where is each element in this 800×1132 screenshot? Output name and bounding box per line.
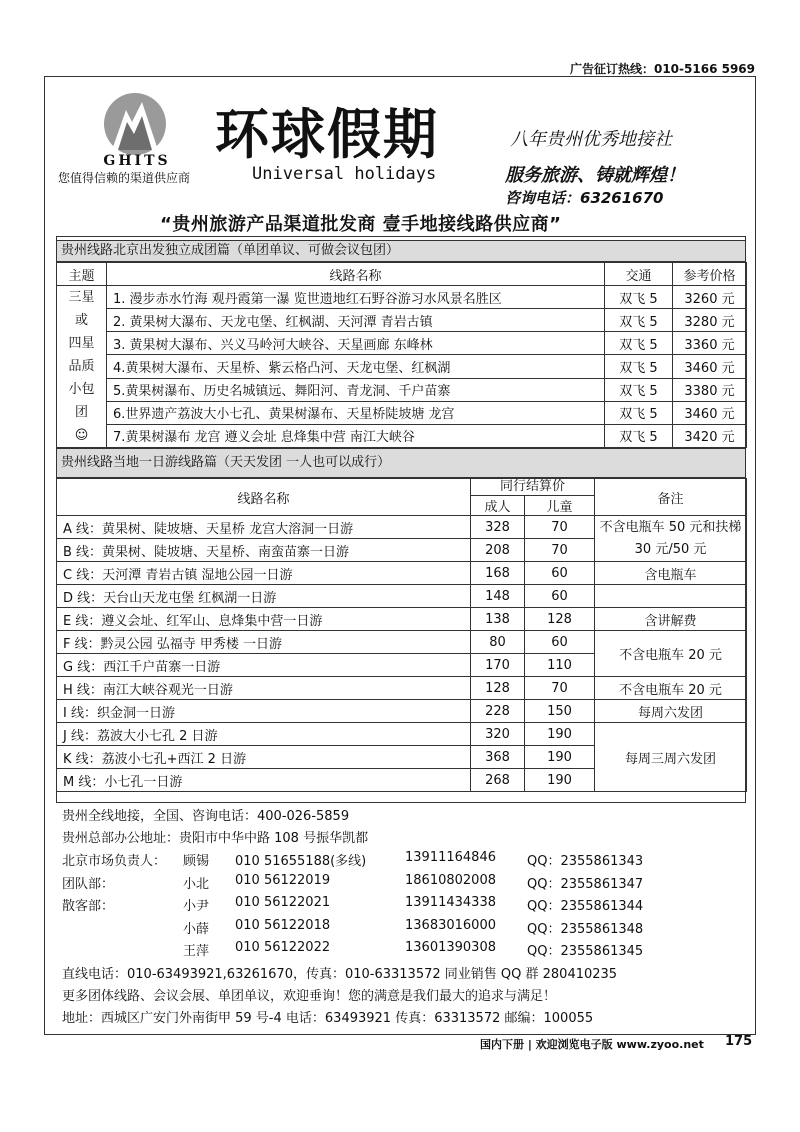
slogan-years: 八年贵州优秀地接社 [510,129,672,150]
route-transport: 双飞 5 [605,355,673,378]
route-name: 3. 黄果树大瀑布、兴义马岭河大峡谷、天星画廊 东峰林 [107,332,605,355]
route-transport: 双飞 5 [605,401,673,424]
route-name: B 线：黄果树、陡坡塘、天星桥、南蛮苗寨一日游 [57,539,471,562]
child-price: 70 [525,516,595,539]
theme-line: 四星 [68,336,95,351]
table-header-row [57,479,747,496]
adult-price: 320 [471,723,525,746]
route-name: 6.世界遗产荔波大小七孔、黄果树瀑布、天星桥陡坡塘 龙宫 [107,401,605,424]
adult-price: 80 [471,631,525,654]
contact-qq: QQ：2355861347 [527,877,644,892]
contact-name: 小薛 [183,922,210,937]
direct-phone: 直线电话：010-63493921,63261670，传真：010-63313572 同业销售 QQ 群 280410235 [62,967,618,982]
route-name: F 线：黔灵公园 弘福寺 甲秀楼 一日游 [57,631,471,654]
ghits-logo-icon [96,88,174,156]
route-name: A 线：黄果树、陡坡塘、天星桥 龙宫大溶洞一日游 [57,516,471,539]
contact-qq: QQ：2355861348 [527,922,644,937]
route-transport: 双飞 5 [605,309,673,332]
route-transport: 双飞 5 [605,332,673,355]
table-row [57,700,747,723]
theme-line: 或 [74,313,88,328]
contact-name: 王萍 [183,944,210,959]
table-row [57,309,747,332]
route-price: 3380 元 [673,378,747,401]
route-name: D 线：天台山天龙屯堡 红枫湖一日游 [57,585,471,608]
contact-name: 顾锡 [183,854,210,869]
table-row [57,585,747,608]
table-row [57,562,747,585]
route-name: I 线：织金洞一日游 [57,700,471,723]
note-cell: 每周三周六发团 [595,723,747,792]
table-row [57,401,747,424]
note-cell: 含讲解费 [595,608,747,631]
note-cell-empty [595,585,747,608]
note-cell: 不含电瓶车 20 元 [595,677,747,700]
route-name: C 线：天河潭 青岩古镇 湿地公园一日游 [57,562,471,585]
contact-qq: QQ：2355861343 [527,854,644,869]
table-row [57,516,747,539]
child-price: 60 [525,562,595,585]
contact-tel: 010 56122019 [235,873,331,888]
adult-price: 168 [471,562,525,585]
route-name: G 线：西江千户苗寨一日游 [57,654,471,677]
route-name: K 线：荔波小七孔+西江 2 日游 [57,746,471,769]
logo-text: GHITS [103,153,171,169]
contact-dept: 北京市场负责人： [62,854,167,869]
table-row [57,332,747,355]
brand-title: 环球假期 [215,102,439,166]
contact-tel: 010 56122021 [235,895,331,910]
footer-text: 国内下册 | 欢迎浏览电子版 www.zyoo.net [480,1038,704,1051]
header-price: 参考价格 [673,263,747,286]
note-cell: 不含电瓶车 20 元 [595,631,747,677]
child-price: 60 [525,631,595,654]
route-name: 5.黄果树瀑布、历史名城镇远、舞阳河、青龙洞、千户苗寨 [107,378,605,401]
header-note: 备注 [595,479,747,516]
route-price: 3460 元 [673,355,747,378]
contact-tel: 010 56122022 [235,940,331,955]
table-row [57,723,747,746]
theme-line: 三星 [68,290,95,305]
brand-subtitle: Universal holidays [252,164,437,184]
page-number: 175 [725,1034,753,1049]
route-name: E 线：遵义会址、红军山、息烽集中营一日游 [57,608,471,631]
route-price: 3260 元 [673,286,747,309]
smiley-icon: ☺ [74,428,89,443]
section2-table [56,478,747,792]
route-price: 3460 元 [673,401,747,424]
section1-title: 贵州线路北京出发独立成团篇（单团单议、可做会议包团） [56,240,746,262]
header-child: 儿童 [525,496,595,516]
route-name: 2. 黄果树大瀑布、天龙屯堡、红枫湖、天河潭 青岩古镇 [107,309,605,332]
contact-tel: 010 56122018 [235,918,331,933]
note-cell: 含电瓶车 [595,562,747,585]
contact-qq: QQ：2355861345 [527,944,644,959]
note-cell: 不含电瓶车 50 元和扶梯 30 元/50 元 [595,516,747,562]
route-name: H 线：南江大峡谷观光一日游 [57,677,471,700]
contact-mobile: 13601390308 [405,940,496,955]
adult-price: 368 [471,746,525,769]
child-price: 190 [525,769,595,792]
adult-price: 328 [471,516,525,539]
adult-price: 128 [471,677,525,700]
contact-mobile: 13911164846 [405,850,496,865]
header-route: 线路名称 [107,263,605,286]
child-price: 128 [525,608,595,631]
child-price: 190 [525,746,595,769]
tagline: “贵州旅游产品渠道批发商 壹手地接线路供应商” [160,214,562,235]
contact-dept: 团队部： [62,877,115,892]
adult-price: 208 [471,539,525,562]
table-header-row [57,263,747,286]
contact-dept: 散客部： [62,899,115,914]
contact-mobile: 13683016000 [405,918,496,933]
contact-qq: QQ：2355861344 [527,899,644,914]
contact-line-1: 贵州全线地接，全国、咨询电话：400-026-5859 [62,809,350,824]
office-address: 地址：西城区广安门外南街甲 59 号-4 电话：63493921 传真：63313572 邮编：100055 [62,1011,594,1026]
more-info: 更多团体线路、会议会展、单团单议，欢迎垂询！您的满意是我们最大的追求与满足！ [62,989,557,1004]
table-row [57,608,747,631]
child-price: 110 [525,654,595,677]
table-row [57,355,747,378]
theme-line: 品质 [68,359,95,374]
route-name: 1. 漫步赤水竹海 观丹霞第一瀑 览世遗地红石野谷游习水风景名胜区 [107,286,605,309]
route-transport: 双飞 5 [605,424,673,447]
table-row [57,631,747,654]
contact-address: 贵州总部办公地址：贵阳市中华中路 108 号振华凯都 [62,831,369,846]
note-cell: 每周六发团 [595,700,747,723]
child-price: 60 [525,585,595,608]
adult-price: 228 [471,700,525,723]
header-adult: 成人 [471,496,525,516]
header-settle-price: 同行结算价 [471,479,595,496]
contact-mobile: 13911434338 [405,895,496,910]
header-route: 线路名称 [57,479,471,516]
header-theme: 主题 [57,263,107,286]
ad-hotline: 广告征订热线：010-5166 5969 [569,62,755,76]
route-transport: 双飞 5 [605,378,673,401]
route-name: M 线：小七孔一日游 [57,769,471,792]
adult-price: 170 [471,654,525,677]
adult-price: 148 [471,585,525,608]
adult-price: 138 [471,608,525,631]
slogan-service: 服务旅游、铸就辉煌！ [505,165,685,186]
header-transport: 交通 [605,263,673,286]
logo-subtitle: 您值得信赖的渠道供应商 [58,171,191,185]
adult-price: 268 [471,769,525,792]
route-price: 3420 元 [673,424,747,447]
theme-line: 小包 [68,382,95,397]
route-price: 3360 元 [673,332,747,355]
child-price: 150 [525,700,595,723]
route-name: J 线：荔波大小七孔 2 日游 [57,723,471,746]
contact-name: 小北 [183,877,210,892]
theme-cell [57,286,107,448]
child-price: 70 [525,677,595,700]
child-price: 190 [525,723,595,746]
child-price: 70 [525,539,595,562]
table-row [57,677,747,700]
section1-table [56,262,747,448]
contact-tel: 010 51655188(多线) [235,854,367,869]
theme-line: 团 [74,405,88,420]
table-row [57,378,747,401]
route-transport: 双飞 5 [605,286,673,309]
route-name: 7.黄果树瀑布 龙宫 遵义会址 息烽集中营 南江大峡谷 [107,424,605,447]
route-name: 4.黄果树大瀑布、天星桥、紫云格凸河、天龙屯堡、红枫湖 [107,355,605,378]
contact-mobile: 18610802008 [405,873,496,888]
table-row [57,424,747,447]
consult-phone: 咨询电话：63261670 [505,189,664,207]
table-row [57,286,747,309]
contact-name: 小尹 [183,899,210,914]
section2-title: 贵州线路当地一日游线路篇（天天发团 一人也可以成行） [56,448,746,478]
route-price: 3280 元 [673,309,747,332]
